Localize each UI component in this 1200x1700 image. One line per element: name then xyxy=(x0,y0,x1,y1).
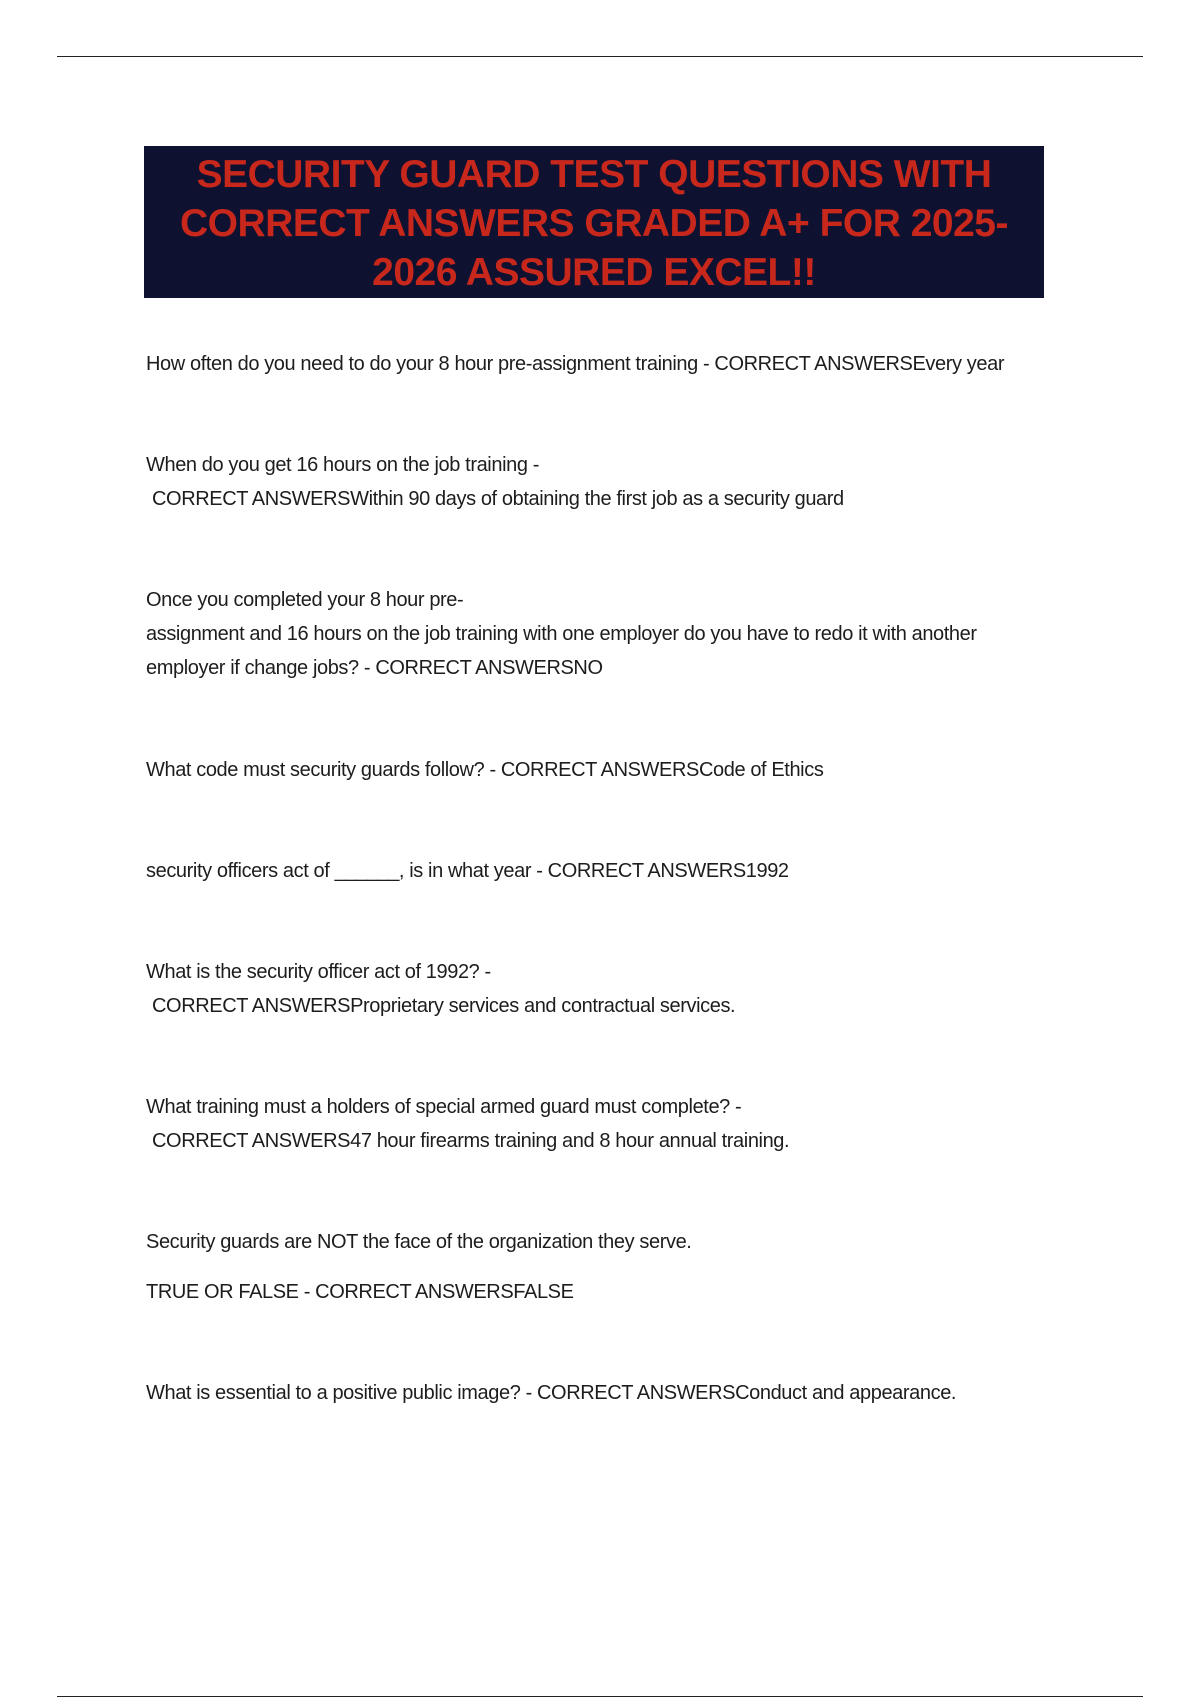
qa-line: What code must security guards follow? - CORRECT ANSWERSCode of Ethics xyxy=(146,759,824,781)
qa-item xyxy=(146,753,1106,787)
qa-item xyxy=(146,347,1106,381)
qa-line: CORRECT ANSWERSWithin 90 days of obtaining the first job as a security guard xyxy=(152,488,844,510)
qa-line: CORRECT ANSWERSProprietary services and contractual services. xyxy=(152,995,736,1017)
qa-line: What training must a holders of special armed guard must complete? - xyxy=(146,1096,742,1118)
qa-item xyxy=(146,955,1106,1023)
qa-line: security officers act of ______, is in what year - CORRECT ANSWERS1992 xyxy=(146,860,789,882)
qa-item xyxy=(146,583,1106,685)
qa-line: employer if change jobs? - CORRECT ANSWERSNO xyxy=(146,657,603,679)
qa-line: What is essential to a positive public image? - CORRECT ANSWERSConduct and appearance. xyxy=(146,1382,957,1404)
qa-item xyxy=(146,1090,1106,1158)
qa-line: When do you get 16 hours on the job training - xyxy=(146,454,539,476)
qa-line: CORRECT ANSWERS47 hour firearms training and 8 hour annual training. xyxy=(152,1130,790,1152)
qa-line: TRUE OR FALSE - CORRECT ANSWERSFALSE xyxy=(146,1281,574,1303)
qa-item xyxy=(146,854,1106,888)
qa-item xyxy=(146,448,1106,516)
title-line: CORRECT ANSWERS GRADED A+ FOR 2025- xyxy=(180,202,1008,245)
top-rule xyxy=(57,56,1143,57)
qa-line: Security guards are NOT the face of the organization they serve. xyxy=(146,1231,692,1253)
qa-item xyxy=(146,1376,1106,1410)
bottom-rule xyxy=(57,1696,1143,1697)
title-line: 2026 ASSURED EXCEL!! xyxy=(372,251,816,294)
title-banner xyxy=(144,146,1044,298)
qa-line: assignment and 16 hours on the job training with one employer do you have to redo it with another xyxy=(146,623,977,645)
qa-line: Once you completed your 8 hour pre- xyxy=(146,589,464,611)
qa-line: How often do you need to do your 8 hour pre-assignment training - CORRECT ANSWERSEvery year xyxy=(146,353,1005,375)
qa-item xyxy=(146,1225,1106,1309)
qa-line: What is the security officer act of 1992? - xyxy=(146,961,491,983)
title-line: SECURITY GUARD TEST QUESTIONS WITH xyxy=(196,153,992,196)
